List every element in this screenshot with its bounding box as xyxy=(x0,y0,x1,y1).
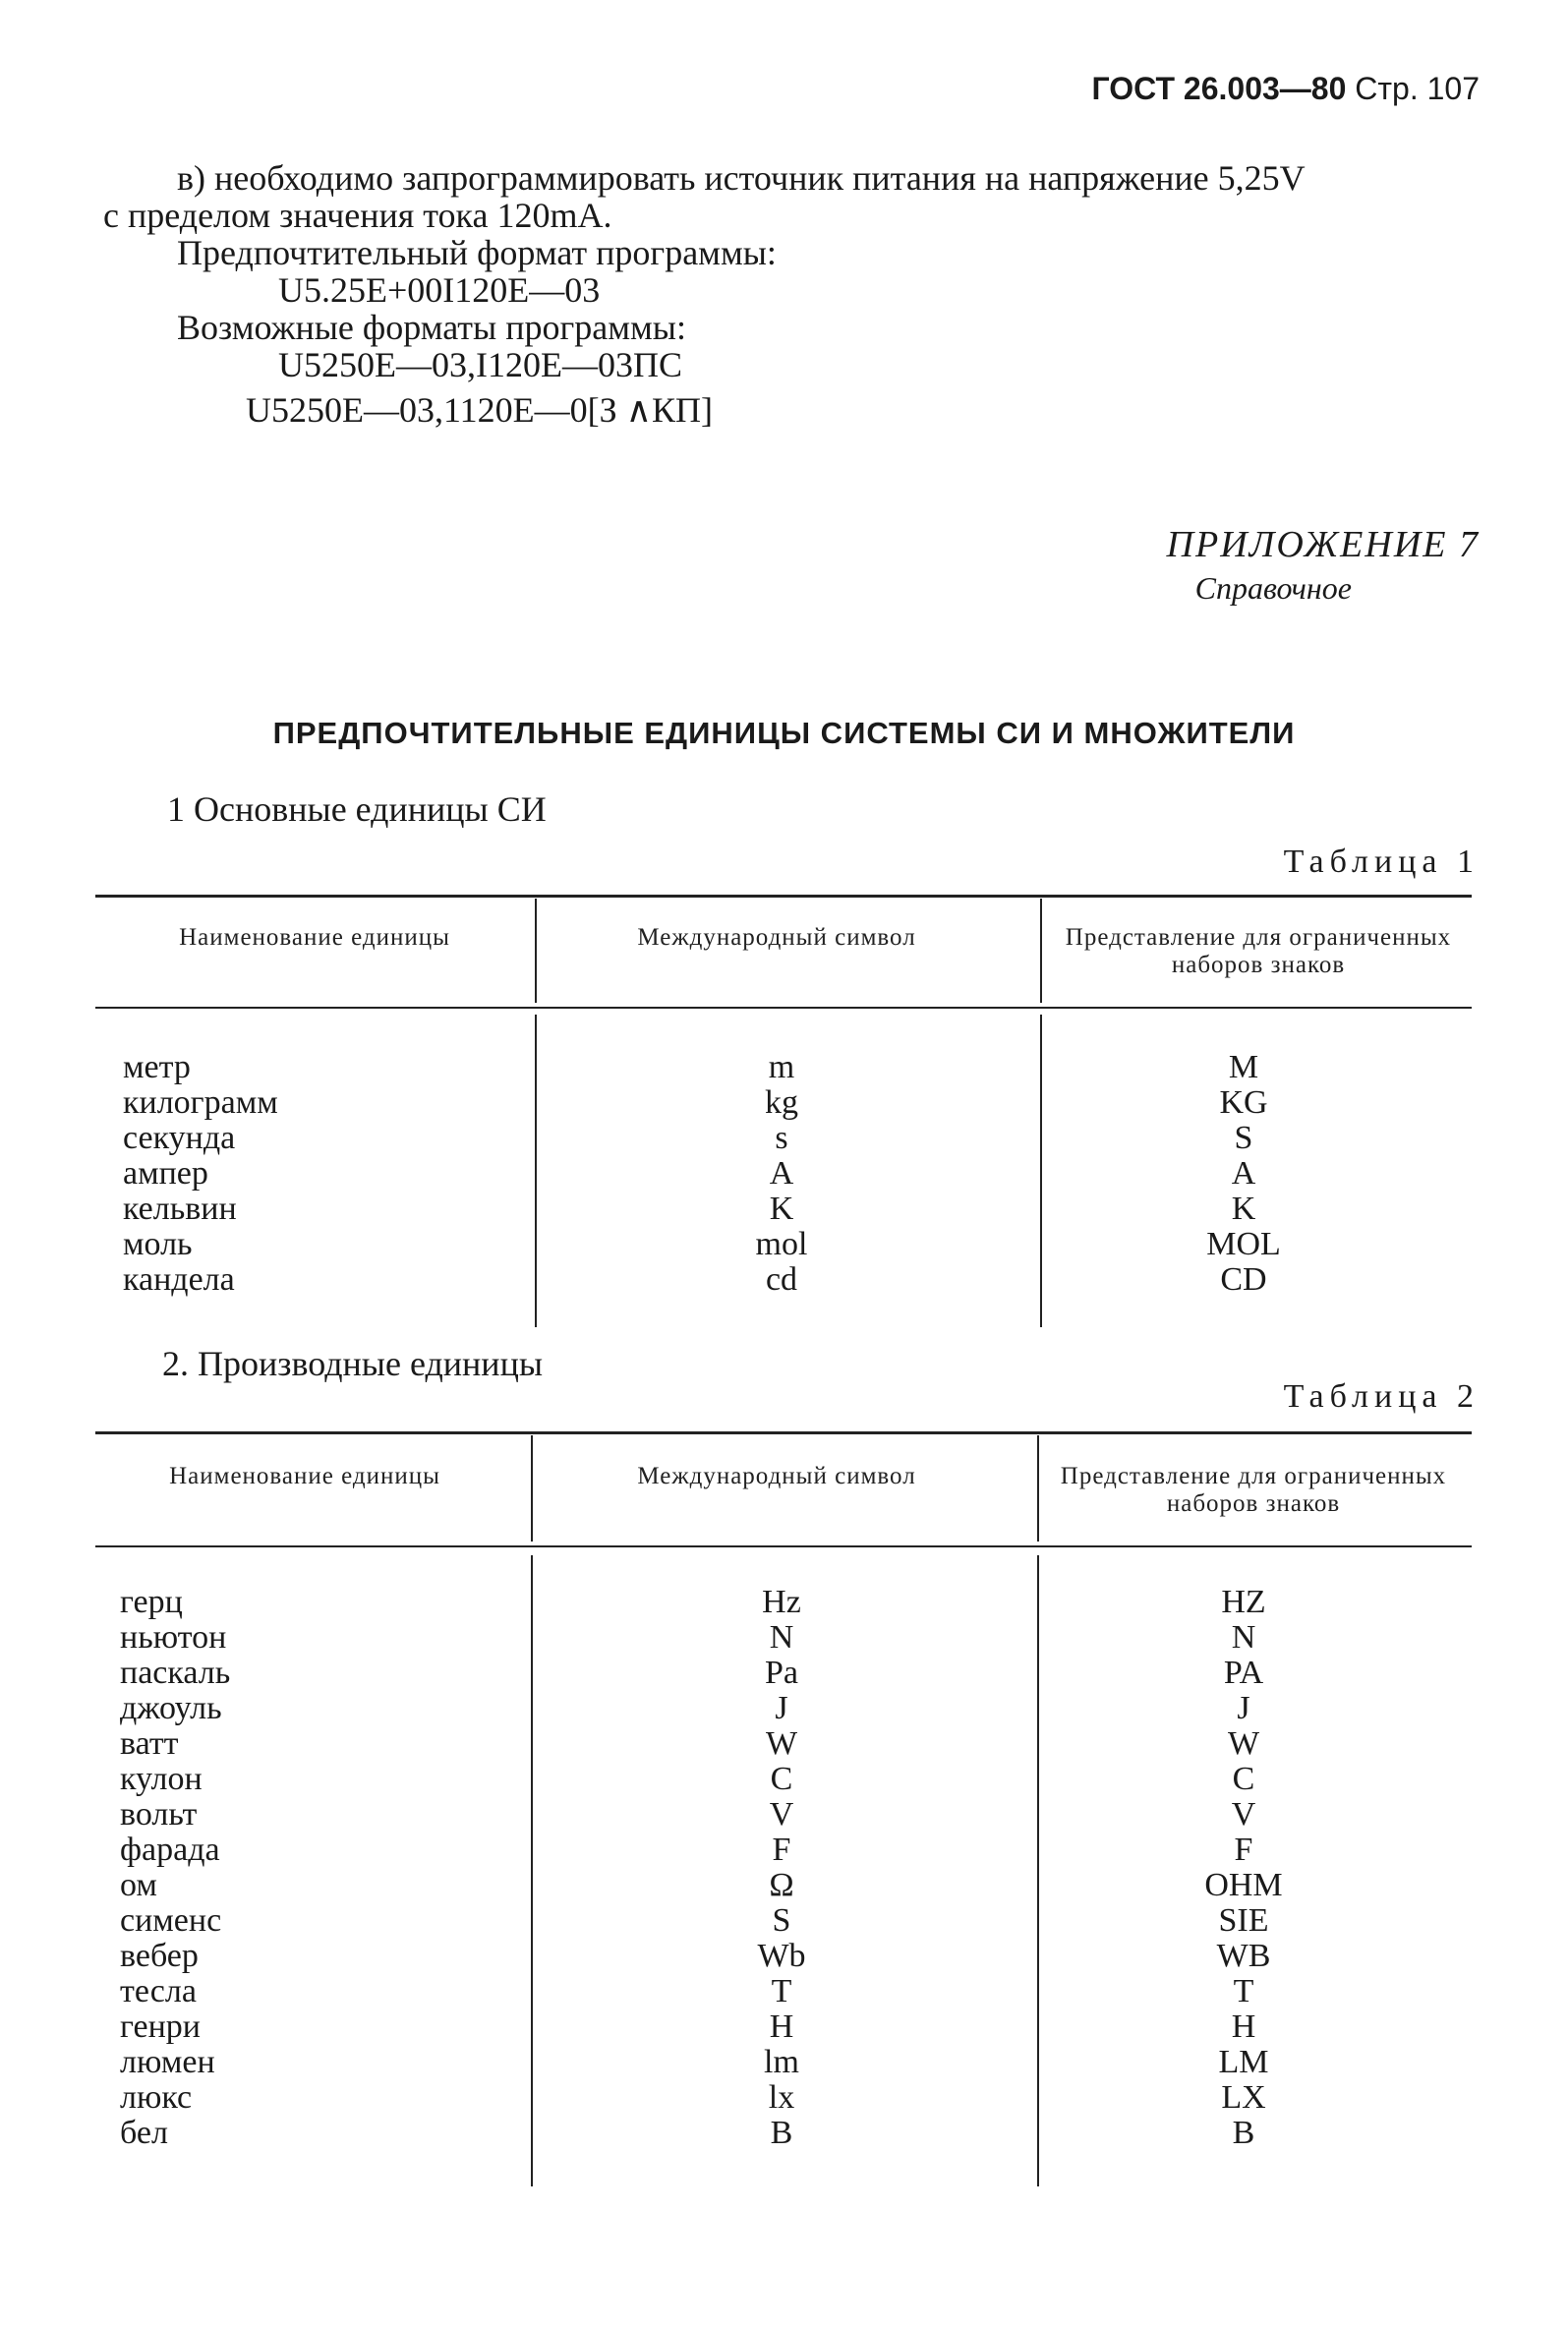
table-cell: W xyxy=(765,1725,798,1762)
table2-divider xyxy=(531,1435,533,1542)
table2-caption: Таблица 2 xyxy=(1283,1378,1480,1415)
appendix-subtitle: Справочное xyxy=(1194,570,1352,606)
table1-divider xyxy=(1040,899,1042,1003)
table-cell: A xyxy=(1231,1155,1256,1192)
table-cell: фарада xyxy=(120,1832,220,1868)
table2-col-name-header: Наименование единицы xyxy=(169,1463,440,1489)
table-cell: Hz xyxy=(762,1584,801,1620)
table-cell: F xyxy=(1234,1832,1253,1868)
table-cell: C xyxy=(770,1761,793,1797)
table-cell: килограмм xyxy=(123,1084,278,1121)
table2-divider xyxy=(1037,1435,1039,1542)
table-cell: T xyxy=(1233,1973,1254,2009)
table-cell: T xyxy=(771,1973,792,2009)
table1-col-name-header: Наименование единицы xyxy=(179,924,450,951)
table-cell: cd xyxy=(765,1261,798,1298)
table-cell: mol xyxy=(755,1226,808,1262)
table-cell: паскаль xyxy=(120,1655,231,1691)
table1-header-rule xyxy=(95,1007,1472,1009)
table-cell: PA xyxy=(1223,1655,1264,1691)
table-cell: HZ xyxy=(1221,1584,1266,1620)
section-title: ПРЕДПОЧТИТЕЛЬНЫЕ ЕДИНИЦЫ СИСТЕМЫ СИ И МНОЖИТЕЛИ xyxy=(272,716,1296,750)
table-cell: вольт xyxy=(120,1796,198,1833)
table-cell: m xyxy=(768,1049,795,1085)
table-cell: ньютон xyxy=(120,1619,227,1656)
possible-format-1: U5250E—03,I120E—03ПС xyxy=(278,345,682,384)
table-cell: H xyxy=(1231,2008,1256,2045)
table-cell: MOL xyxy=(1206,1226,1281,1262)
table2-heading: 2. Производные единицы xyxy=(162,1344,544,1383)
table-cell: kg xyxy=(765,1084,798,1121)
table-cell: ампер xyxy=(123,1155,208,1192)
page-header xyxy=(1092,71,1480,107)
table-cell: W xyxy=(1227,1725,1260,1762)
table-cell: вебер xyxy=(120,1938,199,1974)
table2-reprs xyxy=(1037,1585,1450,2151)
preferred-format-label: Предпочтительный формат программы: xyxy=(177,233,777,272)
table-cell: ватт xyxy=(120,1725,179,1762)
table1-col-symbol-header: Международный символ xyxy=(637,924,916,951)
possible-formats-label: Возможные форматы программы: xyxy=(177,308,686,347)
intro-line-1: в) необходимо запрограммировать источник питания на напряжение 5,25V xyxy=(177,158,1306,198)
table1-col-repr-header: Представление для ограниченных наборов знаков xyxy=(1065,924,1452,978)
table-cell: N xyxy=(1231,1619,1256,1656)
table-cell: N xyxy=(769,1619,794,1656)
table-cell: Wb xyxy=(757,1938,806,1974)
table-cell: кандела xyxy=(123,1261,235,1298)
table-cell: LX xyxy=(1221,2079,1266,2116)
table-cell: KG xyxy=(1219,1084,1268,1121)
page-number: Стр. 107 xyxy=(1355,71,1480,106)
table-cell: H xyxy=(769,2008,794,2045)
table-cell: бел xyxy=(120,2115,168,2151)
table-cell: K xyxy=(769,1191,794,1227)
table1-top-rule xyxy=(95,895,1472,898)
table-cell: s xyxy=(775,1120,788,1156)
table-cell: OHM xyxy=(1204,1867,1283,1903)
table2-symbols xyxy=(536,1585,1027,2151)
table1-heading: 1 Основные единицы СИ xyxy=(167,789,547,829)
intro-line-2: с пределом значения тока 120mA. xyxy=(103,196,612,235)
table-cell: V xyxy=(769,1796,794,1833)
preferred-format-value: U5.25E+00I120E—03 xyxy=(278,270,601,310)
table-cell: S xyxy=(1234,1120,1253,1156)
table-cell: люкс xyxy=(120,2079,193,2116)
table-cell: A xyxy=(769,1155,794,1192)
appendix-title: ПРИЛОЖЕНИЕ 7 xyxy=(1166,524,1480,565)
table2-top-rule xyxy=(95,1431,1472,1434)
table-cell: lx xyxy=(768,2079,795,2116)
table1-reprs xyxy=(1037,1050,1450,1298)
table-cell: LM xyxy=(1218,2044,1269,2080)
table-cell: K xyxy=(1231,1191,1256,1227)
table-cell: Ω xyxy=(769,1867,794,1903)
possible-format-2: U5250E—03,1120E—0[З ∧КП] xyxy=(246,390,714,430)
table-cell: генри xyxy=(120,2008,201,2045)
table-cell: люмен xyxy=(120,2044,215,2080)
table-cell: тесла xyxy=(120,1973,197,2009)
table-cell: B xyxy=(770,2115,793,2151)
table2-names xyxy=(120,1585,230,2151)
table-cell: J xyxy=(1237,1690,1250,1726)
table-cell: кулон xyxy=(120,1761,203,1797)
table-cell: M xyxy=(1228,1049,1259,1085)
table2-divider xyxy=(531,1555,533,2186)
table2-col-repr-header: Представление для ограниченных наборов знаков xyxy=(1060,1463,1447,1517)
table-cell: C xyxy=(1232,1761,1255,1797)
table2-header-rule xyxy=(95,1545,1472,1547)
table1-divider xyxy=(535,899,537,1003)
table-cell: ом xyxy=(120,1867,157,1903)
standard-number: ГОСТ 26.003—80 xyxy=(1091,71,1347,106)
table-cell: моль xyxy=(123,1226,193,1262)
table-cell: J xyxy=(775,1690,788,1726)
table-cell: Pa xyxy=(765,1655,798,1691)
table-cell: B xyxy=(1232,2115,1255,2151)
table2-col-symbol-header: Международный символ xyxy=(637,1463,916,1489)
table-cell: WB xyxy=(1216,1938,1271,1974)
table-cell: герц xyxy=(120,1584,183,1620)
table-cell: SIE xyxy=(1218,1902,1269,1939)
table-cell: кельвин xyxy=(123,1191,237,1227)
table-cell: F xyxy=(772,1832,791,1868)
table-cell: CD xyxy=(1220,1261,1267,1298)
table-cell: lm xyxy=(764,2044,799,2080)
table1-names xyxy=(123,1050,278,1298)
table-cell: V xyxy=(1231,1796,1256,1833)
table-cell: секунда xyxy=(123,1120,236,1156)
table-cell: S xyxy=(772,1902,791,1939)
table-cell: джоуль xyxy=(120,1690,222,1726)
table1-symbols xyxy=(536,1050,1027,1298)
table1-caption: Таблица 1 xyxy=(1283,844,1480,880)
table-cell: метр xyxy=(123,1049,191,1085)
table-cell: сименс xyxy=(120,1902,222,1939)
